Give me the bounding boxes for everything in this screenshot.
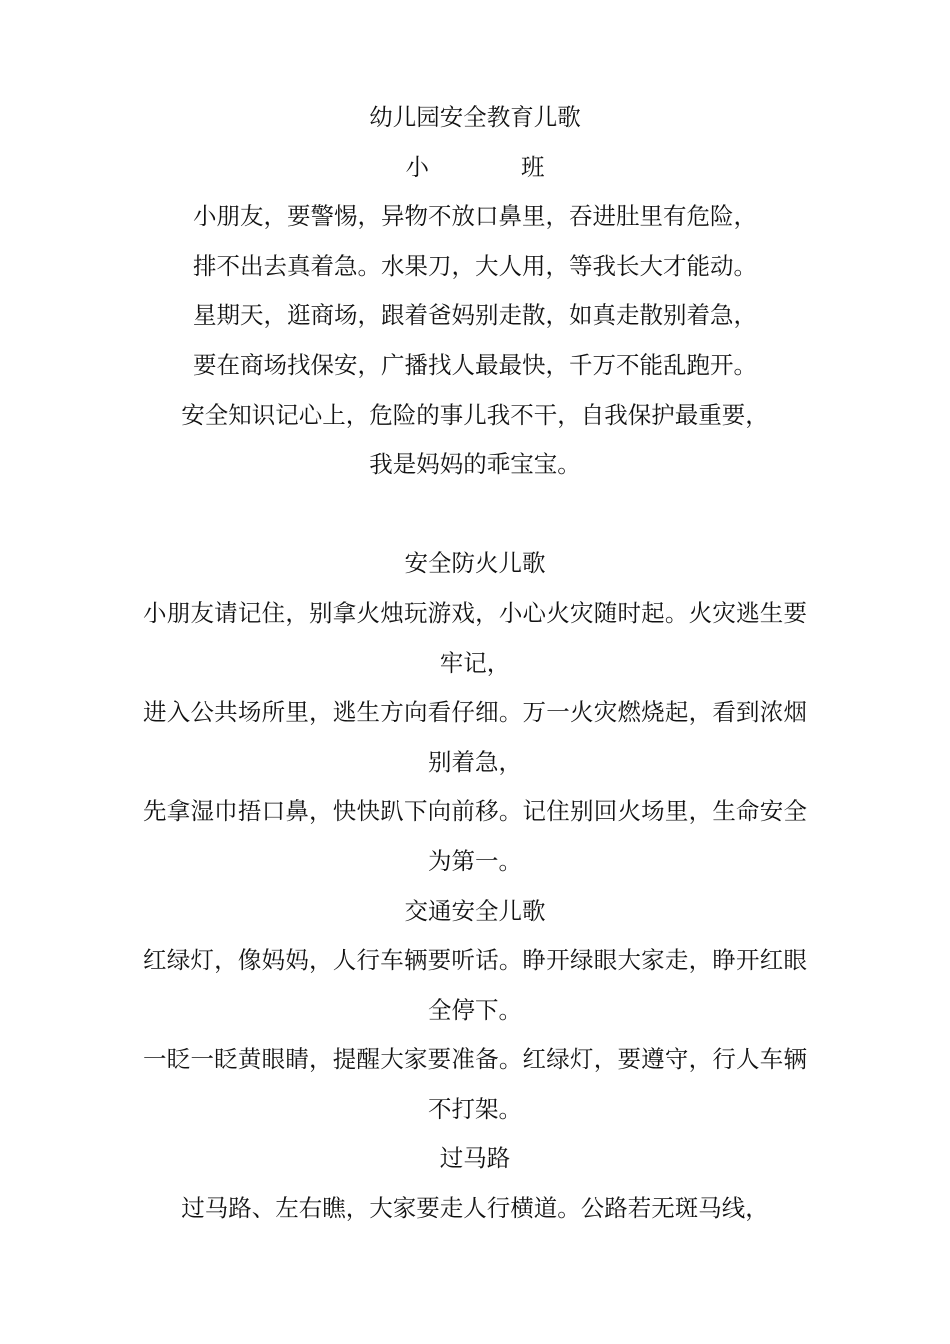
traffic-paragraph: 一眨一眨黄眼睛，提醒大家要准备。红绿灯，要遵守，行人车辆不打架。 [143,1045,807,1123]
road-line: 过马路、左右瞧，大家要走人行横道。公路若无斑马线， [181,1194,769,1223]
poem1-line: 安全知识记心上，危险的事儿我不干，自我保护最重要， [181,400,769,429]
class-label-right: 班 [521,152,545,181]
class-label-left: 小 [405,152,429,181]
road-section-title: 过马路 [439,1144,511,1173]
section-spacer [143,490,807,540]
document-body [143,93,807,1234]
poem1-line: 要在商场找保安，广播找人最最快，千万不能乱跑开。 [193,350,757,379]
poem1-line: 小朋友，要警惕，异物不放口鼻里，吞进肚里有危险， [193,202,757,231]
poem1-line: 我是妈妈的乖宝宝。 [369,450,581,479]
document-title: 幼儿园安全教育儿歌 [369,103,581,131]
poem1-line: 星期天，逛商场，跟着爸妈别走散，如真走散别着急， [193,301,757,330]
class-label [143,143,807,193]
fire-paragraph: 进入公共场所里，逃生方向看仔细。万一火灾燃烧起，看到浓烟别着急， [143,698,807,776]
fire-section-title: 安全防火儿歌 [404,549,546,578]
poem1-line: 排不出去真着急。水果刀，大人用，等我长大才能动。 [193,251,757,280]
fire-paragraph: 先拿湿巾捂口鼻，快快趴下向前移。记住别回火场里，生命安全为第一。 [143,797,807,875]
traffic-section-title: 交通安全儿歌 [404,896,546,925]
traffic-paragraph: 红绿灯，像妈妈，人行车辆要听话。睁开绿眼大家走，睁开红眼全停下。 [143,946,807,1024]
fire-paragraph: 小朋友请记住，别拿火烛玩游戏，小心火灾随时起。火灾逃生要牢记， [143,598,807,677]
